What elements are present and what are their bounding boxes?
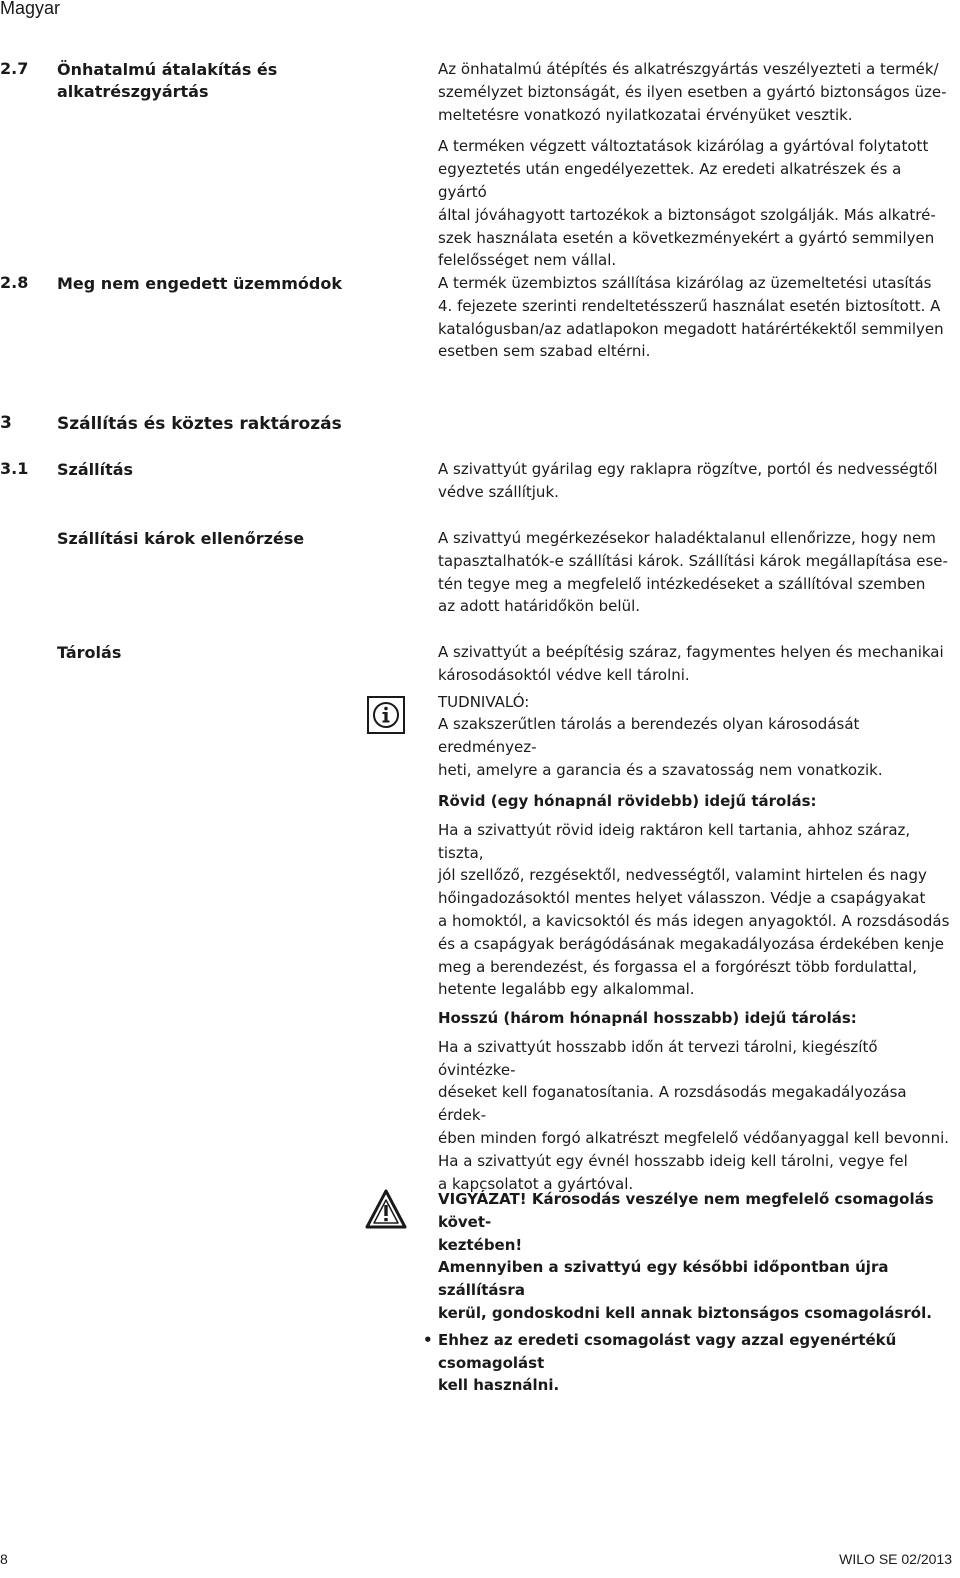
warning-triangle-icon	[365, 1189, 407, 1229]
paragraph: A termék üzembiztos szállítása kizárólag az üzemeltetési utasítás 4. fejezete szerinti rendeltetésszerű használat esetén biztosított. A katalógusban/az adatlapokon megadott határértékektől semmilyen esetben sem szabad eltérni.	[438, 274, 944, 361]
section-2-7-title	[57, 59, 377, 103]
paragraph: Ha a szivattyút rövid ideig raktáron kell tartania, ahhoz száraz, tiszta, jól szellőző, rezgésektől, nedvességtől, valamint hirtelen és nagy hőingadozásoktól mentes helyet válasszon. Védje a csapágyakat a homoktól, a kavicsoktól és más idegen anyagoktól. A rozsdásodás és a csapágyak berágódásának megakadályozása érdekében kenje meg a berendezést, és forgassa el a forgórészt több fordulattal, hetente legalább egy alkalommal.	[438, 820, 950, 999]
paragraph: A szivattyú megérkezésekor haladéktalanul ellenőrizze, hogy nem tapasztalhatók-e szállítási károk. Szállítási károk megállapítása ese- tén tegye meg a megfelelő intézkedéseket a szállítóval szemben az adott határidőkön belül.	[438, 529, 948, 616]
info-icon	[367, 696, 405, 734]
short-storage-block	[438, 790, 950, 1001]
warning-bullet-item	[423, 1329, 950, 1397]
note-text: A szakszerűtlen tárolás a berendezés olyan károsodását eredményez- heti, amelyre a garancia és a szavatosság nem vonatkozik.	[438, 715, 883, 779]
warning-text: VIGYÁZAT! Károsodás veszélye nem megfelelő csomagolás követ- keztében! Amennyiben a szivattyú egy későbbi időpontban újra szállításra kerül, gondoskodni kell annak biztonságos csomagolásról.	[438, 1190, 934, 1322]
bullet-marker: •	[423, 1330, 433, 1349]
section-3-1-body	[438, 458, 950, 504]
chapter-3-title: Szállítás és köztes raktározás	[57, 414, 342, 434]
paragraph: A terméken végzett változtatások kizárólag a gyártóval folytatott egyeztetés után engedélyezettek. Az eredeti alkatrészek és a gyártó által jóváhagyott tartozékok a biztonságot szolgálják. Más alkatré- szek használata esetén a következményekért a gyártó semmilyen felelősséget nem vállal.	[438, 137, 936, 270]
transport-damage-check-title: Szállítási károk ellenőrzése	[57, 529, 305, 548]
storage-title: Tárolás	[57, 643, 122, 662]
short-storage-title: Rövid (egy hónapnál rövidebb) idejű tárolás:	[438, 792, 817, 810]
section-2-7-body	[438, 58, 950, 272]
paragraph: A szivattyút a beépítésig száraz, fagymentes helyen és mechanikai károsodásoktól védve kell tárolni.	[438, 643, 944, 684]
long-storage-block	[438, 1007, 950, 1195]
bullet-text: Ehhez az eredeti csomagolást vagy azzal egyenértékű csomagolást kell használni.	[438, 1330, 897, 1395]
page-number: 8	[0, 1551, 8, 1567]
document-id: WILO SE 02/2013	[839, 1551, 952, 1567]
page-header-language: Magyar	[0, 0, 61, 18]
chapter-3-number: 3	[0, 413, 12, 433]
storage-body	[438, 641, 950, 782]
transport-damage-check-body	[438, 527, 950, 618]
long-storage-title: Hosszú (három hónapnál hosszabb) idejű tárolás:	[438, 1009, 857, 1027]
section-3-1-title: Szállítás	[57, 460, 134, 479]
section-2-7-number: 2.7	[0, 59, 29, 78]
section-2-8-title: Meg nem engedett üzemmódok	[57, 274, 342, 293]
section-3-1-number: 3.1	[0, 459, 29, 478]
paragraph: Ha a szivattyút hosszabb időn át tervezi tárolni, kiegészítő óvintézke- déseket kell foganatosítania. A rozsdásodás megakadályozása érdek- ében minden forgó alkatrészt megfelelő védőanyaggal kell bevonni. Ha a szivattyút egy évnél hosszabb ideig kell tárolni, vegye fel a kapcsolatot a gyártóval.	[438, 1037, 950, 1193]
paragraph: Az önhatalmú átépítés és alkatrészgyártás veszélyezteti a termék/ személyzet biztonságát, és ilyen esetben a gyártó biztonságos üze- meltetésre vonatkozó nyilatkozatai érvényüket vesztik.	[438, 60, 947, 124]
section-2-8-body	[438, 272, 950, 363]
note-label: TUDNIVALÓ:	[438, 692, 530, 711]
title-line: alkatrészgyártás	[57, 82, 209, 101]
paragraph: A szivattyút gyárilag egy raklapra rögzítve, portól és nedvességtől védve szállítjuk.	[438, 460, 938, 501]
warning-block	[423, 1188, 950, 1397]
title-line: Önhatalmú átalakítás és	[57, 60, 278, 79]
section-2-8-number: 2.8	[0, 273, 29, 292]
